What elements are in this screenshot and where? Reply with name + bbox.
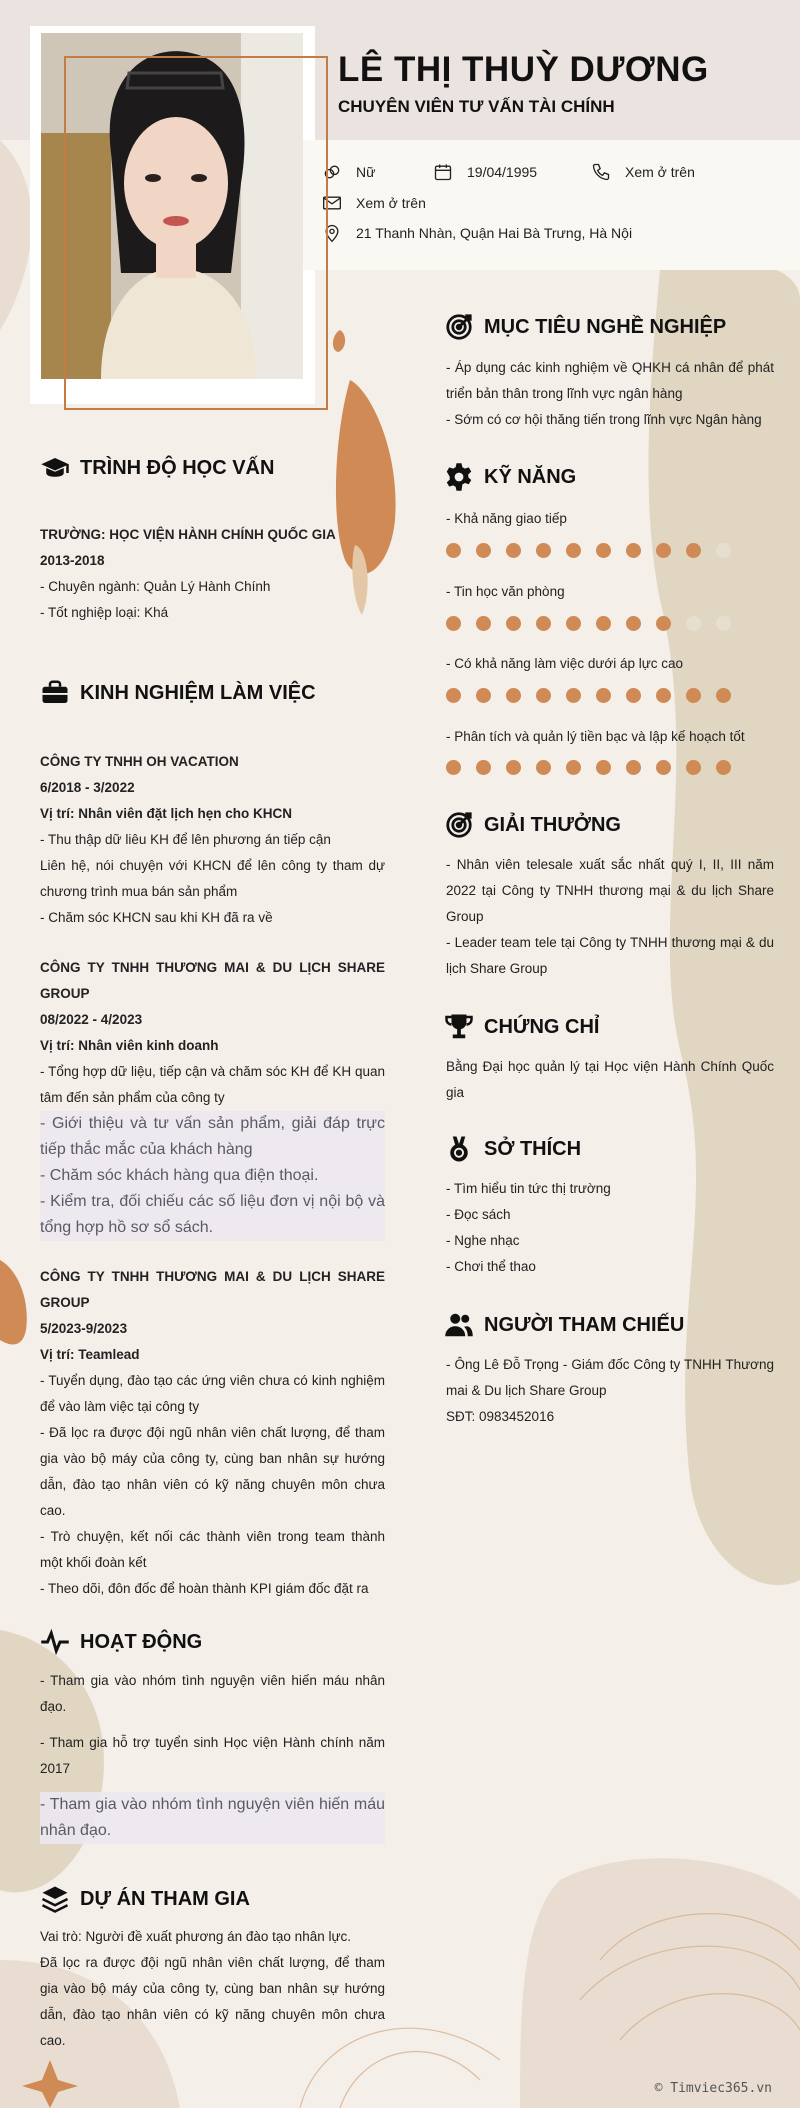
job-2-company: CÔNG TY TNHH THƯƠNG MAI & DU LỊCH SHARE GROUP <box>40 960 385 1001</box>
skill-dot-filled <box>656 616 671 631</box>
hobby-item: - Chơi thể thao <box>446 1259 536 1274</box>
phone-value: Xem ở trên <box>625 164 695 180</box>
skill-label: - Tin học văn phòng <box>446 584 565 599</box>
activity-item: - Tham gia hỗ trợ tuyển sinh Học viện Hành chính năm 2017 <box>40 1735 385 1776</box>
activities-body <box>40 1668 385 1844</box>
skill-rating <box>446 543 731 558</box>
email-info <box>322 193 426 213</box>
hobby-item: - Tìm hiểu tin tức thị trường <box>446 1181 611 1196</box>
photo-border <box>64 56 328 410</box>
job-3-line: - Trò chuyện, kết nối các thành viên trong team thành một khối đoàn kết <box>40 1529 385 1570</box>
skill-dot-filled <box>506 616 521 631</box>
job-3 <box>40 1264 385 1602</box>
skill-dot-filled <box>596 543 611 558</box>
gear-icon <box>444 462 474 492</box>
skill-dot-filled <box>626 616 641 631</box>
job-1-line: Liên hệ, nói chuyện với KHCN để lên công ty tham dự chương trình mua bán sản phẩm <box>40 858 385 899</box>
skill-dot-filled <box>476 760 491 775</box>
skill-dot-filled <box>626 543 641 558</box>
skill-dot-filled <box>686 760 701 775</box>
graduation-cap-icon <box>40 453 70 483</box>
skill-dot-filled <box>506 688 521 703</box>
objective-title: MỤC TIÊU NGHỀ NGHIỆP <box>444 312 726 342</box>
skill-dot-filled <box>626 688 641 703</box>
birthday-info <box>433 162 537 182</box>
skill-dot-empty <box>716 616 731 631</box>
watermark: © Timviec365.vn <box>654 2081 772 2096</box>
reference-person: - Ông Lê Đỗ Trọng - Giám đốc Công ty TNHH Thương mai & Du lịch Share Group <box>446 1357 774 1398</box>
skill-dot-filled <box>446 543 461 558</box>
trophy-icon <box>444 1012 474 1042</box>
skill-dot-filled <box>566 616 581 631</box>
job-1-company: CÔNG TY TNHH OH VACATION <box>40 754 239 769</box>
skill-dot-filled <box>656 543 671 558</box>
email-value: Xem ở trên <box>356 195 426 211</box>
activities-title: HOẠT ĐỘNG <box>40 1627 202 1657</box>
address-info <box>322 223 632 243</box>
job-3-period: 5/2023-9/2023 <box>40 1321 128 1336</box>
job-3-line: - Đã lọc ra được đội ngũ nhân viên chất lượng, để tham gia vào bộ máy của công ty, cùng ban nhân sự hướng dẫn, đào tạo nhân viên có kỹ năng chuyên môn chưa cao. <box>40 1425 385 1518</box>
target-icon <box>444 312 474 342</box>
skill-dot-filled <box>536 688 551 703</box>
job-1-line: - Thu thập dữ liêu KH để lên phương án tiếp cận <box>40 832 331 847</box>
skills-title: KỸ NĂNG <box>444 462 576 492</box>
objective-body <box>446 355 774 433</box>
candidate-name: LÊ THỊ THUỲ DƯƠNG <box>338 50 709 89</box>
job-3-line: - Tuyển dụng, đào tạo các ứng viên chưa có kinh nghiệm để vào làm việc tại công ty <box>40 1373 385 1414</box>
objective-line: - Áp dụng các kinh nghiệm về QHKH cá nhân để phát triển bản thân trong lĩnh vực ngân hàng <box>446 360 774 401</box>
gender-info <box>322 162 375 182</box>
users-icon <box>444 1310 474 1340</box>
job-1-line: - Chăm sóc KHCN sau khi KH đã ra về <box>40 910 273 925</box>
awards-title: GIẢI THƯỞNG <box>444 810 621 840</box>
education-body <box>40 522 385 626</box>
skill-dot-filled <box>656 760 671 775</box>
skill-dot-filled <box>446 688 461 703</box>
skill-dot-empty <box>716 543 731 558</box>
job-3-company: CÔNG TY TNHH THƯƠNG MAI & DU LỊCH SHARE GROUP <box>40 1269 385 1310</box>
award-line: - Leader team tele tại Công ty TNHH thương mại & du lịch Share Group <box>446 935 774 976</box>
skill-dot-empty <box>686 616 701 631</box>
skill-rating <box>446 760 731 775</box>
job-2 <box>40 955 385 1241</box>
address-value: 21 Thanh Nhàn, Quận Hai Bà Trưng, Hà Nội <box>356 225 633 241</box>
skill-dot-filled <box>476 543 491 558</box>
hobby-item: - Đọc sách <box>446 1207 511 1222</box>
references-body <box>446 1352 774 1430</box>
job-1-period: 6/2018 - 3/2022 <box>40 780 135 795</box>
skill-dot-filled <box>476 616 491 631</box>
skill-dot-filled <box>596 616 611 631</box>
target-icon <box>444 810 474 840</box>
phone-icon <box>591 162 611 182</box>
skill-dot-filled <box>596 760 611 775</box>
award-line: - Nhân viên telesale xuất sắc nhất quý I, II, III năm 2022 tại Công ty TNHH thương mại & du lịch Share Group <box>446 857 774 924</box>
job-2-period: 08/2022 - 4/2023 <box>40 1012 143 1027</box>
skill-dot-filled <box>716 688 731 703</box>
job-2-highlight-line: - Kiểm tra, đối chiếu các số liệu đơn vị nội bộ và tổng hợp hồ sơ sổ sách. <box>40 1189 385 1241</box>
projects-title: DỰ ÁN THAM GIA <box>40 1884 250 1914</box>
certificates-body <box>446 1054 774 1106</box>
skill-dot-filled <box>656 688 671 703</box>
briefcase-icon <box>40 678 70 708</box>
job-1-position: Vị trí: Nhân viên đặt lịch hẹn cho KHCN <box>40 806 293 821</box>
job-2-position: Vị trí: Nhân viên kinh doanh <box>40 1038 219 1053</box>
skill-dot-filled <box>716 760 731 775</box>
hobbies-title: SỞ THÍCH <box>444 1134 581 1164</box>
reference-phone: SĐT: 0983452016 <box>446 1409 555 1424</box>
references-title: NGƯỜI THAM CHIẾU <box>444 1310 684 1340</box>
projects-body <box>40 1924 385 2054</box>
skill-dot-filled <box>536 543 551 558</box>
job-3-line: - Theo dõi, đôn đốc để hoàn thành KPI giám đốc đặt ra <box>40 1581 369 1596</box>
experience-title: KINH NGHIỆM LÀM VIỆC <box>40 678 316 708</box>
skill-dot-filled <box>506 543 521 558</box>
education-title: TRÌNH ĐỘ HỌC VẤN <box>40 453 274 483</box>
education-grade: - Tốt nghiệp loại: Khá <box>40 605 169 620</box>
skill-dot-filled <box>686 543 701 558</box>
layers-icon <box>40 1884 70 1914</box>
skill-label: - Phân tích và quản lý tiền bạc và lập kế hoạch tốt <box>446 729 745 744</box>
awards-body <box>446 852 774 982</box>
medal-icon <box>444 1134 474 1164</box>
birthday-value: 19/04/1995 <box>467 164 538 180</box>
skill-dot-filled <box>566 760 581 775</box>
job-1 <box>40 749 385 931</box>
skill-dot-filled <box>476 688 491 703</box>
job-title: CHUYÊN VIÊN TƯ VẤN TÀI CHÍNH <box>338 97 615 116</box>
objective-line: - Sớm có cơ hội thăng tiến trong lĩnh vực Ngân hàng <box>446 412 762 427</box>
skill-dot-filled <box>566 688 581 703</box>
skill-dot-filled <box>446 616 461 631</box>
calendar-icon <box>433 162 453 182</box>
skill-label: - Có khả năng làm việc dưới áp lực cao <box>446 656 684 671</box>
education-years: 2013-2018 <box>40 553 105 568</box>
hobby-item: - Nghe nhạc <box>446 1233 520 1248</box>
project-desc: Đã lọc ra được đội ngũ nhân viên chất lượng, để tham gia vào bộ máy của công ty, cùng ban nhân sự hướng dẫn, đào tạo nhân viên có kỹ năng chuyên môn chưa cao. <box>40 1955 385 2048</box>
job-2-highlight-line: - Chăm sóc khách hàng qua điện thoại. <box>40 1163 385 1189</box>
skill-rating <box>446 688 731 703</box>
skill-dot-filled <box>536 760 551 775</box>
pulse-icon <box>40 1627 70 1657</box>
job-3-position: Vị trí: Teamlead <box>40 1347 140 1362</box>
activity-item: - Tham gia vào nhóm tình nguyện viên hiến máu nhân đạo. <box>40 1673 385 1714</box>
education-major: - Chuyên ngành: Quản Lý Hành Chính <box>40 579 271 594</box>
skill-dot-filled <box>596 688 611 703</box>
skill-dot-filled <box>446 760 461 775</box>
skill-dot-filled <box>566 543 581 558</box>
certificates-title: CHỨNG CHỈ <box>444 1012 599 1042</box>
skill-dot-filled <box>536 616 551 631</box>
school-name: TRƯỜNG: HỌC VIỆN HÀNH CHÍNH QUỐC GIA <box>40 527 336 542</box>
hobbies-body <box>446 1176 774 1280</box>
skill-rating <box>446 616 731 631</box>
gender-value: Nữ <box>356 164 376 180</box>
certificate-text: Bằng Đại học quản lý tại Học viện Hành Chính Quốc gia <box>446 1059 774 1100</box>
job-2-line: - Tổng hợp dữ liệu, tiếp cận và chăm sóc KH để KH quan tâm đến sản phẩm của công ty <box>40 1064 385 1105</box>
skill-label: - Khả năng giao tiếp <box>446 511 567 526</box>
project-role: Vai trò: Người đề xuất phương án đào tạo nhân lực. <box>40 1929 352 1944</box>
skill-dot-filled <box>626 760 641 775</box>
activity-highlight: - Tham gia vào nhóm tình nguyện viên hiến máu nhân đạo. <box>40 1792 385 1844</box>
skill-dot-filled <box>686 688 701 703</box>
job-2-highlight-line: - Giới thiệu và tư vấn sản phẩm, giải đáp trực tiếp thắc mắc của khách hàng <box>40 1111 385 1163</box>
phone-info <box>591 162 695 182</box>
skill-dot-filled <box>506 760 521 775</box>
